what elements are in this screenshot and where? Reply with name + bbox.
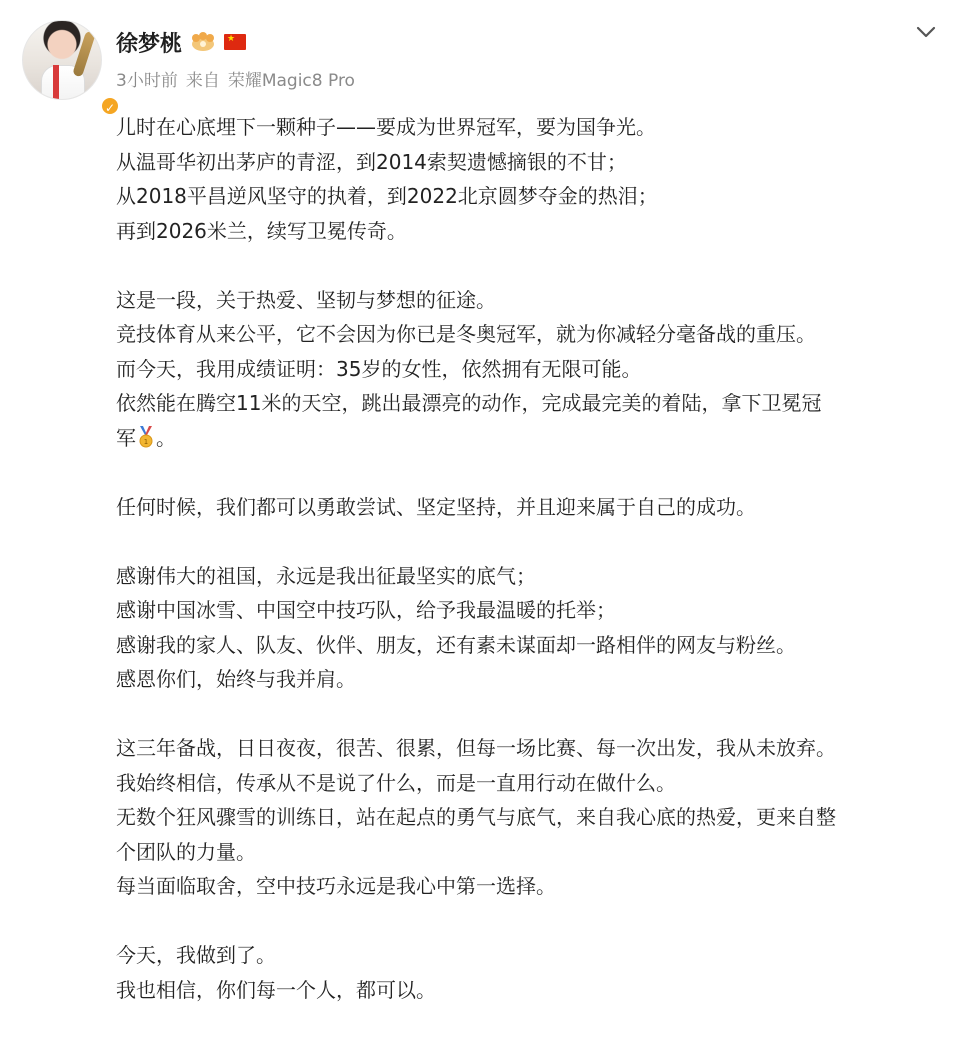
verified-badge-icon: ✓: [100, 96, 120, 116]
post-line-6: 这是一段，关于热爱、坚韧与梦想的征途。: [116, 287, 496, 312]
post-line-7: 竞技体育从来公平，它不会因为你已是冬奥冠军，就为你减轻分毫备战的重压。: [116, 322, 816, 346]
post-header: [0, 0, 960, 115]
avatar-trophy: [72, 31, 96, 78]
post-line-4: 再到2026米兰，续写卫冕传奇。: [116, 218, 407, 243]
svg-text:1: 1: [143, 437, 149, 446]
post-line-17: 感恩你们，始终与我并肩。: [116, 667, 356, 691]
vip-crown-icon[interactable]: [190, 32, 216, 52]
post-line-10-text: 军: [116, 425, 136, 450]
china-flag-icon: ★: [224, 34, 246, 50]
post-line-12: 任何时候，我们都可以勇敢尝试、坚定坚持，并且迎来属于自己的成功。: [116, 494, 756, 519]
post-source-prefix: 来自: [185, 71, 220, 91]
post-line-10-suffix: 。: [156, 425, 176, 450]
blank-line: [116, 248, 946, 283]
post-line-23: 每当面临取舍，空中技巧永远是我心中第一选择。: [116, 874, 556, 898]
post-line-26: 我也相信，你们每一个人，都可以。: [116, 977, 436, 1002]
post-line-25: 今天，我做到了。: [116, 943, 276, 967]
post-line-20: 我始终相信，传承从不是说了什么，而是一直用行动在做什么。: [116, 770, 676, 795]
post-line-10: [116, 421, 946, 456]
post-line-14: 感谢伟大的祖国，永远是我出征最坚实的底气；: [116, 563, 536, 588]
author-name[interactable]: 徐梦桃: [116, 31, 183, 57]
post-line-1: 儿时在心底埋下一颗种子——要成为世界冠军，要为国争光。: [116, 115, 656, 139]
avatar-stripe: [53, 65, 59, 100]
gold-medal-icon: [137, 424, 155, 446]
post-content: [116, 110, 946, 1007]
blank-line: [116, 697, 946, 732]
post-line-2: 从温哥华初出茅庐的青涩，到2014索契遗憾摘银的不甘；: [116, 149, 627, 174]
author-name-row: [116, 26, 246, 58]
blank-line: [116, 904, 946, 939]
post-meta: [116, 66, 355, 91]
post-source-device[interactable]: 荣耀Magic8 Pro: [227, 71, 355, 91]
post-line-8: 而今天，我用成绩证明：35岁的女性，依然拥有无限可能。: [116, 356, 642, 381]
post-line-22: 个团队的力量。: [116, 839, 256, 864]
post-line-9: 依然能在腾空11米的天空，跳出最漂亮的动作，完成最完美的着陆，拿下卫冕冠: [116, 391, 822, 415]
post-time: 3小时前: [116, 71, 178, 91]
blank-line: [116, 455, 946, 490]
post-line-15: 感谢中国冰雪、中国空中技巧队，给予我最温暖的托举；: [116, 598, 616, 622]
post-line-19: 这三年备战，日日夜夜，很苦、很累，但每一场比赛、每一次出发，我从未放弃。: [116, 736, 836, 760]
post-line-3: 从2018平昌逆风坚守的执着，到2022北京圆梦夺金的热泪；: [116, 184, 658, 208]
author-avatar-container[interactable]: [22, 20, 116, 115]
avatar[interactable]: [22, 20, 102, 100]
blank-line: [116, 524, 946, 559]
chevron-down-icon[interactable]: [912, 22, 940, 42]
post-line-16: 感谢我的家人、队友、伙伴、朋友，还有素未谋面却一路相伴的网友与粉丝。: [116, 632, 796, 657]
post-line-21: 无数个狂风骤雪的训练日，站在起点的勇气与底气，来自我心底的热爱，更来自整: [116, 805, 836, 829]
